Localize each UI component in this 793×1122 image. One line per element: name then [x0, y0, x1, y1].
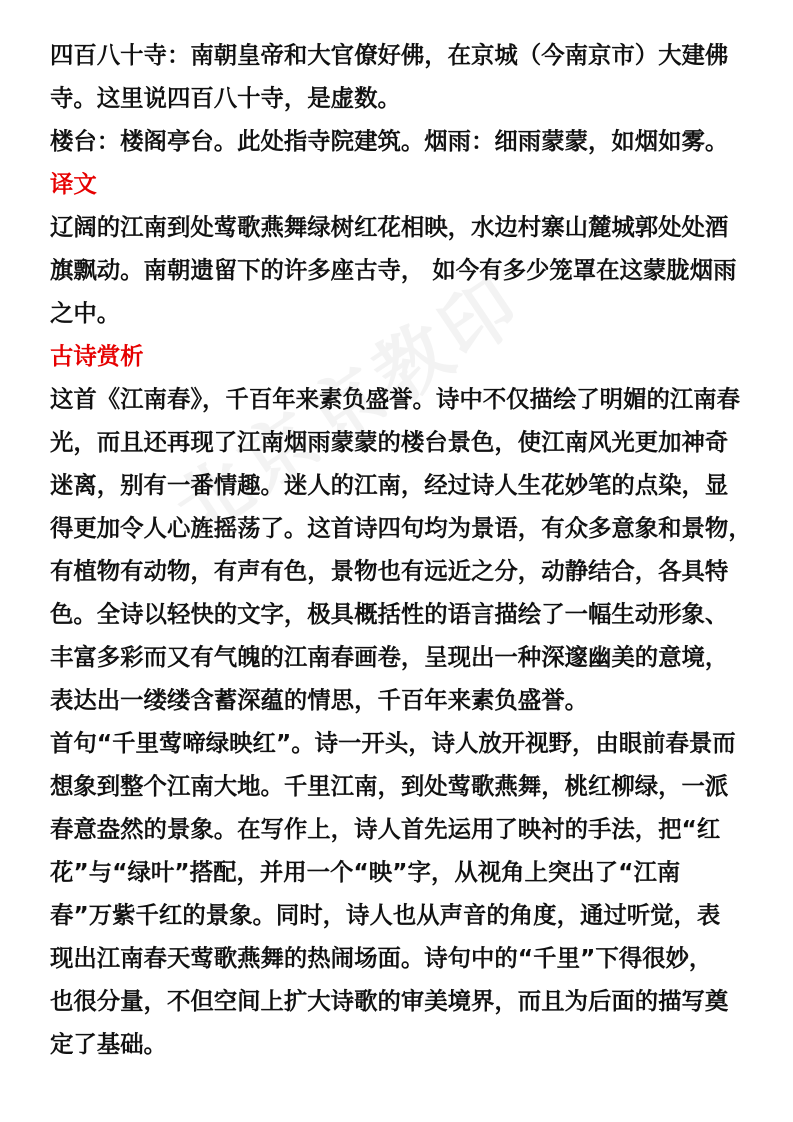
- appreciation-line: 表达出一缕缕含蓄深蕴的情思，千百年来素负盛誉。: [50, 686, 588, 714]
- appreciation-line: 想象到整个江南大地。千里江南，到处莺歌燕舞，桃红柳绿，一派: [50, 772, 729, 800]
- appreciation-line: 丰富多彩而又有气魄的江南春画卷，呈现出一种深邃幽美的意境，: [50, 643, 729, 671]
- translation-line: 之中。: [50, 299, 121, 327]
- appreciation-paragraph-two: [50, 722, 745, 1066]
- appreciation-line: 春”万紫千红的景象。同时，诗人也从声音的角度，通过听觉，表: [50, 901, 721, 929]
- notes-block: [50, 34, 745, 163]
- appreciation-line: 春意盎然的景象。在写作上，诗人首先运用了映衬的手法，把“红: [50, 815, 721, 843]
- appreciation-paragraph-one: [50, 378, 752, 722]
- appreciation-heading: 古诗赏析: [50, 342, 144, 370]
- appreciation-line: 色。全诗以轻快的文字，极具概括性的语言描绘了一幅生动形象、: [50, 600, 729, 628]
- appreciation-line: 定了基础。: [50, 1030, 167, 1058]
- appreciation-line: 迷离，别有一番情趣。迷人的江南，经过诗人生花妙笔的点染，显: [50, 471, 729, 499]
- appreciation-line: 花”与“绿叶”搭配，并用一个“映”字，从视角上突出了“江南: [50, 858, 681, 886]
- translation-heading: 译文: [50, 170, 97, 198]
- appreciation-line: 光，而且还再现了江南烟雨蒙蒙的楼台景色，使江南风光更加神奇: [50, 428, 729, 456]
- appreciation-line: 这首《江南春》，千百年来素负盛誉。诗中不仅描绘了明媚的江南春: [50, 385, 741, 413]
- notes-line: 寺。这里说四百八十寺，是虚数。: [50, 84, 401, 112]
- appreciation-line: 首句“千里莺啼绿映红”。诗一开头，诗人放开视野，由眼前春景而: [50, 729, 736, 757]
- translation-block: [50, 163, 745, 335]
- appreciation-line: 现出江南春天莺歌燕舞的热闹场面。诗句中的“千里”下得很妙，: [50, 944, 713, 972]
- appreciation-line: 得更加令人心旌摇荡了。这首诗四句均为景语，有众多意象和景物，: [50, 514, 752, 542]
- appreciation-line: 也很分量，不但空间上扩大诗歌的审美境界，而且为后面的描写奠: [50, 987, 729, 1015]
- appreciation-line: 有植物有动物，有声有色，景物也有远近之分，动静结合，各具特: [50, 557, 729, 585]
- appreciation-block: [50, 335, 752, 1066]
- notes-line: 楼台：楼阁亭台。此处指寺院建筑。烟雨：细雨蒙蒙，如烟如雾。: [50, 127, 729, 155]
- translation-line: 辽阔的江南到处莺歌燕舞绿树红花相映，水边村寨山麓城郭处处酒: [50, 213, 729, 241]
- translation-line: 旗飘动。南朝遗留下的许多座古寺， 如今有多少笼罩在这蒙胧烟雨: [50, 256, 737, 284]
- notes-line: 四百八十寺：南朝皇帝和大官僚好佛，在京城（今南京市）大建佛: [50, 41, 729, 69]
